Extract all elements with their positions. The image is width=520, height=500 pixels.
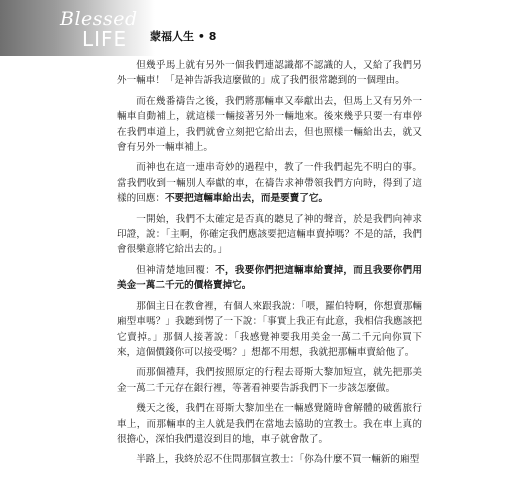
paragraph (117, 94, 422, 156)
paragraph-text: 半路上，我終於忍不住問那個宣教士：「你為什麼不買一輛新的廂型 (136, 454, 420, 466)
paragraph (117, 401, 422, 447)
paragraph-text: 那個主日在教會裡，有個人來跟我說：「喂，羅伯特啊，你想賣那輛廂型車嗎？」我聽到愣了一下說：「事實上我正有此意，我相信我應該把它賣掉。」那個人接著說：「我感覺神要我用美金一萬二千元向你買下來，這個價錢你可以接受嗎？」想都不用想，我就把那輛車賣給他了。 (117, 300, 422, 358)
paragraph-text: 一開始，我們不太確定是否真的聽見了神的聲音，於是我們向神求印證，說：「主啊，你確定我們應該要把這輛車賣掉嗎？不是的話，我們會很樂意將它給出去的。」 (117, 213, 422, 256)
page-header (0, 0, 520, 62)
paragraph (117, 365, 422, 396)
body-text (117, 58, 422, 473)
paragraph (117, 452, 422, 467)
paragraph (117, 160, 422, 206)
paragraph-text: 但幾乎馬上就有另外一個我們連認識都不認識的人，又給了我們另外一輛車！「是神告訴我這麼做的」成了我們很常聽到的一個理由。 (117, 60, 422, 87)
paragraph-text: 幾天之後，我們在哥斯大黎加坐在一輛感覺隨時會解體的破舊旅行車上，而那輛車的主人就是我們在當地去協助的宣教士。我在車上真的很擔心，深怕我們還沒到目的地，車子就會散了。 (117, 403, 422, 445)
paragraph (117, 212, 422, 258)
blessed-logo-script: Blessed (60, 8, 138, 30)
paragraph (117, 58, 422, 89)
paragraph (117, 263, 422, 294)
life-logo-word: LIFE (82, 27, 128, 51)
paragraph-text: 而神也在這一連串奇妙的過程中，教了一件我們起先不明白的事。當我們收到一輛別人奉獻的車，在禱告求神帶領我們方向時，得到了這樣的回應： (117, 162, 422, 205)
emphasized-text: 不要把這輛車給出去，而是要賣了它。 (164, 193, 329, 205)
emphasized-text: 不，我要你們把這輛車給賣掉，而且我要你們用美金一萬二千元的價格賣掉它。 (117, 264, 423, 292)
paragraph-text: 而那個禮拜，我們按照原定的行程去哥斯大黎加短宣，就先把那美金一萬二千元存在銀行裡，等著看神要告訴我們下一步該怎麼做。 (117, 367, 422, 394)
paragraph-text: 但神清楚地回覆： (136, 264, 216, 276)
paragraph (117, 299, 422, 361)
section-label: 蒙福人生 • 8 (150, 30, 217, 43)
paragraph-text: 而在幾番禱告之後，我們將那輛車又奉獻出去，但馬上又有另外一輛車自動補上，就這樣一輛接著另外一輛地來。後來幾乎只要一有車停在我們車道上，我們就會立刻把它給出去，但也照樣一輛給出去，就又會有另外一輛車補上。 (117, 95, 422, 154)
